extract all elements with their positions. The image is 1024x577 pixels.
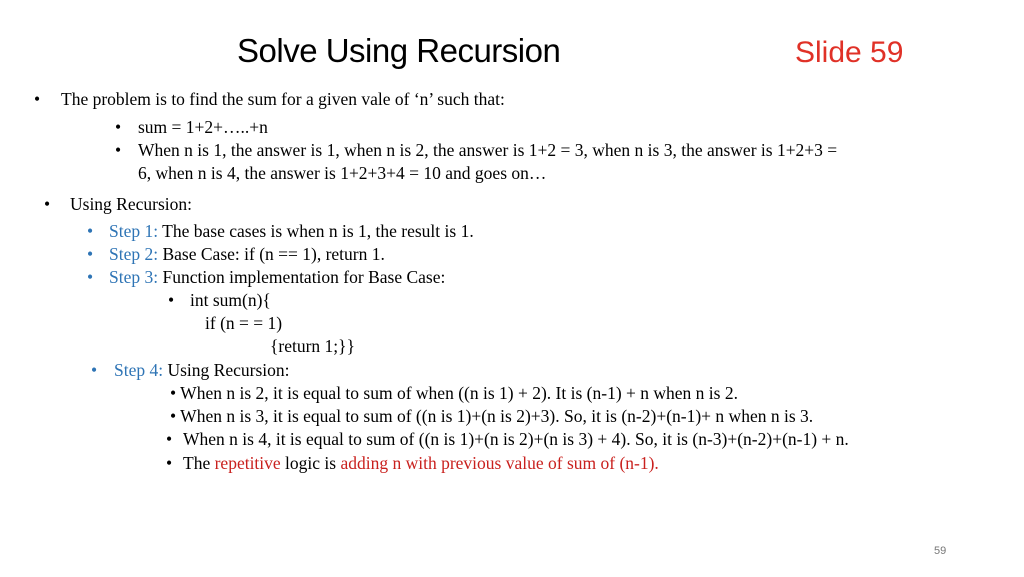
step-3-label: Step 3: <box>109 267 159 287</box>
slide-number-tag: Slide 59 <box>795 36 904 69</box>
bullet-icon: • <box>34 89 41 109</box>
code-line-3: {return 1;}} <box>270 336 355 356</box>
step-2-text: Base Case: if (n == 1), return 1. <box>158 244 385 264</box>
step-1-label: Step 1: <box>109 221 159 241</box>
line-4-prefix: The <box>183 453 215 473</box>
bullet-icon: • <box>91 360 98 380</box>
step-4-line-2: • When n is 3, it is equal to sum of ((n is 1)+(n is 2)+3). So, it is (n-2)+(n-1)+ n when n is 3. <box>170 406 814 426</box>
bullet-icon: • <box>166 453 173 473</box>
step-4-line-4 <box>183 452 659 474</box>
bullet-icon: • <box>115 140 122 160</box>
step-4 <box>114 359 290 381</box>
code-line-1: int sum(n){ <box>190 290 271 310</box>
problem-example-line2: 6, when n is 4, the answer is 1+2+3+4 = 10 and goes on… <box>138 163 547 183</box>
problem-intro: The problem is to find the sum for a given vale of ‘n’ such that: <box>61 89 505 109</box>
recursion-heading: Using Recursion: <box>70 194 193 214</box>
bullet-icon: • <box>115 117 122 137</box>
step-1-text: The base cases is when n is 1, the result is 1. <box>158 221 474 241</box>
bullet-icon: • <box>44 194 51 214</box>
step-3-text: Function implementation for Base Case: <box>158 267 446 287</box>
step-4-line-3: When n is 4, it is equal to sum of ((n is 1)+(n is 2)+(n is 3) + 4). So, it is (n-3)+(n-2)+(n-1) + n. <box>183 429 849 449</box>
problem-example-line1: When n is 1, the answer is 1, when n is 2, the answer is 1+2 = 3, when n is 3, the answer is 1+2+3 = <box>138 140 838 160</box>
highlight-adding-n: adding n with previous value of sum of (n-1). <box>340 453 659 473</box>
bullet-icon: • <box>87 221 94 241</box>
bullet-icon: • <box>87 267 94 287</box>
step-4-line-1: • When n is 2, it is equal to sum of when ((n is 1) + 2). It is (n-1) + n when n is 2. <box>170 383 738 403</box>
highlight-repetitive: repetitive <box>214 453 281 473</box>
line-4-middle: logic is <box>280 453 341 473</box>
bullet-icon: • <box>168 290 175 310</box>
step-4-label: Step 4: <box>114 360 164 380</box>
page-number: 59 <box>934 545 947 557</box>
code-line-2: if (n = = 1) <box>205 313 283 333</box>
step-3 <box>109 266 445 288</box>
problem-sum-formula: sum = 1+2+…..+n <box>138 117 268 137</box>
bullet-icon: • <box>166 429 173 449</box>
step-2 <box>109 243 385 265</box>
slide-title: Solve Using Recursion <box>237 32 561 69</box>
step-2-label: Step 2: <box>109 244 159 264</box>
bullet-icon: • <box>87 244 94 264</box>
step-1 <box>109 220 474 242</box>
step-4-text: Using Recursion: <box>163 360 290 380</box>
